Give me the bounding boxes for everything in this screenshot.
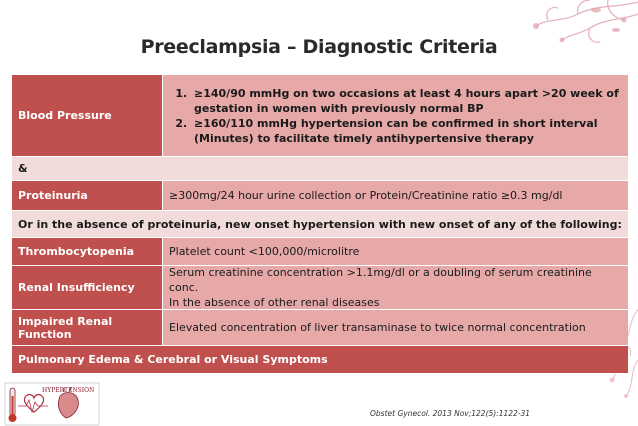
row-label-impaired-renal: Impaired Renal Function xyxy=(12,310,163,345)
pulmonary-row: Pulmonary Edema & Cerebral or Visual Symptoms xyxy=(12,346,628,374)
page-title: Preeclampsia – Diagnostic Criteria xyxy=(140,36,498,58)
table-row-proteinuria xyxy=(12,181,628,211)
list-item: 1. ≥140/90 mmHg on two occasions at least 4 hours apart >20 week of gestation in women with previously normal BP xyxy=(191,86,622,116)
renal-insufficiency-line-1: Serum creatinine concentration >1.1mg/dl or a doubling of serum creatinine conc. xyxy=(169,266,592,294)
table-row-blood-pressure xyxy=(12,75,628,157)
floral-corner-icon xyxy=(478,0,638,70)
citation: Obstet Gynecol. 2013 Nov;122(5):1122-31 xyxy=(370,409,531,418)
row-label-thrombocytopenia: Thrombocytopenia xyxy=(12,238,163,265)
table-row-thrombocytopenia xyxy=(12,238,628,266)
and-row: & xyxy=(12,157,628,181)
row-label-renal-insufficiency: Renal Insufficiency xyxy=(12,266,163,309)
logo-label xyxy=(40,384,96,394)
table-row-impaired-renal xyxy=(12,310,628,346)
thrombocytopenia-value: Platelet count <100,000/microlitre xyxy=(163,238,628,265)
renal-insufficiency-line-2: In the absence of other renal diseases xyxy=(169,296,380,309)
blood-pressure-list xyxy=(169,86,622,146)
renal-insufficiency-value xyxy=(163,266,628,309)
list-item: 2. ≥160/110 mmHg hypertension can be confirmed in short interval (Minutes) to facilitate timely antihypertensive therapy xyxy=(191,116,622,146)
row-label-proteinuria: Proteinuria xyxy=(12,181,163,210)
absence-row: Or in the absence of proteinuria, new onset hypertension with new onset of any of the following: xyxy=(12,211,628,238)
blood-pressure-criteria xyxy=(163,75,628,156)
proteinuria-value: ≥300mg/24 hour urine collection or Protein/Creatinine ratio ≥0.3 mg/dl xyxy=(163,181,628,210)
criteria-table xyxy=(12,75,628,374)
impaired-renal-value: Elevated concentration of liver transaminase to twice normal concentration xyxy=(163,310,628,345)
logo-text: HYPERTENSION xyxy=(42,387,95,394)
table-row-renal-insufficiency xyxy=(12,266,628,310)
row-label-blood-pressure: Blood Pressure xyxy=(12,75,163,156)
